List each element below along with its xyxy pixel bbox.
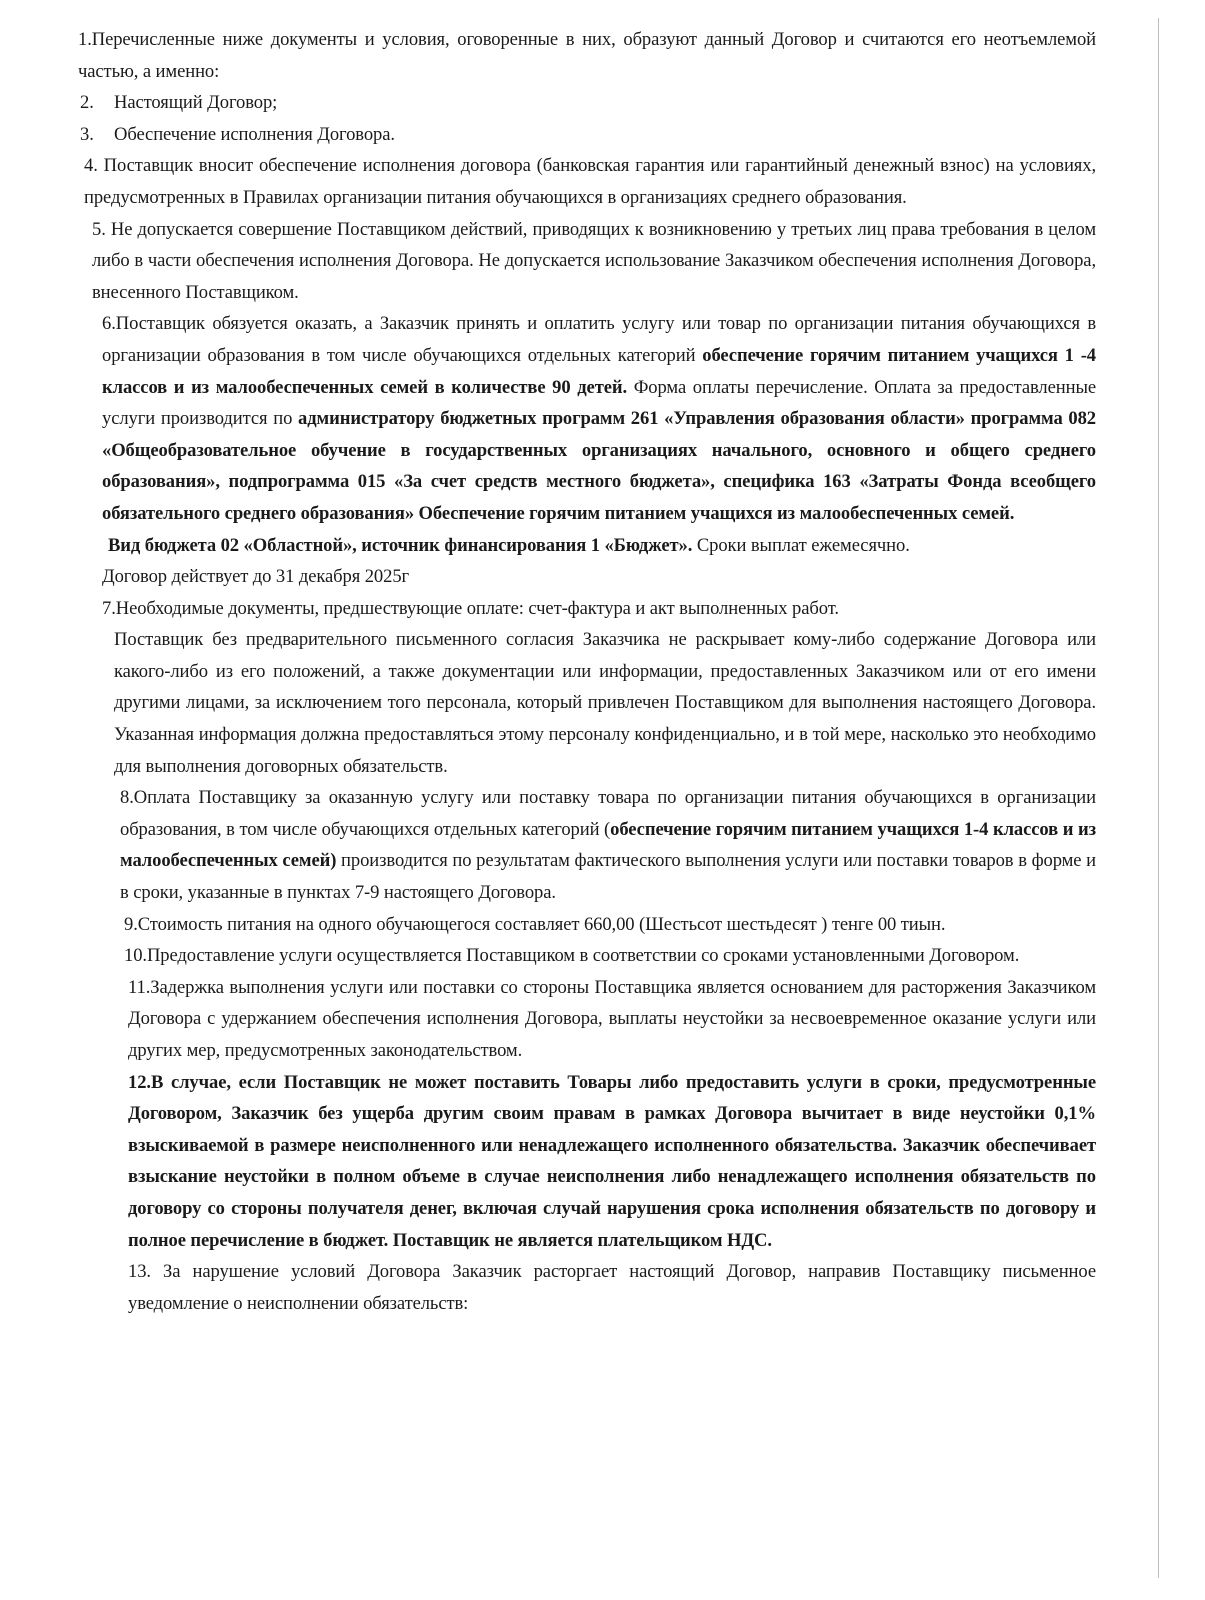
clause-8 (78, 782, 1096, 908)
clause-7: 7.Необходимые документы, предшествующие оплате: счет-фактура и акт выполненных работ. (102, 597, 839, 619)
clause-9: 9.Стоимость питания на одного обучающегося составляет 660,00 (Шестьсот шестьдесят ) тенге 00 тиын. (124, 913, 946, 935)
clause-2-text: Настоящий Договор; (114, 92, 278, 114)
clause-8-bold-subject: обеспечение горячим питанием учащихся 1-4 классов и из малообеспеченных семей) (120, 818, 1096, 872)
clause-3 (78, 119, 1096, 151)
page-edge-line (1158, 18, 1159, 1578)
budget-type: Вид бюджета 02 «Областной», источник финансирования 1 «Бюджет». (108, 534, 693, 556)
confidentiality-clause: Поставщик без предварительного письменного согласия Заказчика не раскрывает кому-либо содержание Договора или какого-либо из его положений, а также документации или информации, предоставленных Заказчиком или от его имени другими лицами, за исключением того персонала, который привлечен Поставщиком для выполнения настоящего Договора. Указанная информация должна предоставляться этому персоналу конфиденциально, и в той мере, насколько это необходимо для выполнения договорных обязательств. (114, 629, 1096, 777)
clause-6-intro: 6.Поставщик обязуется оказать, а Заказчик принять и оплатить услугу или товар по организации питания обучающихся в организации образования в том числе обучающихся отдельных категорий (102, 313, 1096, 366)
contract-document (78, 24, 1096, 1319)
clause-6-bold-subject: обеспечение горячим питанием учащихся 1 -4 классов и из малообеспеченных семей в количестве 90 детей. (102, 344, 1096, 398)
clause-4: 4. Поставщик вносит обеспечение исполнения договора (банковская гарантия или гарантийный денежный взнос) на условиях, предусмотренных в Правилах организации питания обучающихся в организациях среднего образования. (84, 155, 1096, 208)
budget-line (78, 530, 1096, 562)
clause-6 (78, 308, 1096, 529)
clause-13: 13. За нарушение условий Договора Заказчик расторгает настоящий Договор, направив Поставщику письменное уведомление о неисполнении обязательств: (128, 1261, 1096, 1314)
clause-3-text: Обеспечение исполнения Договора. (114, 123, 395, 145)
clause-2-number: 2. (80, 92, 94, 114)
clause-1: 1.Перечисленные ниже документы и условия, оговоренные в них, образуют данный Договор и считаются его неотъемлемой частью, а именно: (78, 29, 1096, 82)
clause-12: 12.В случае, если Поставщик не может поставить Товары либо предоставить услуги в сроки, предусмотренные Договором, Заказчик без ущерба другим своим правам в рамках Договора вычитает в виде неустойки 0,1% взыскиваемой в размере неисполненного или ненадлежащего исполненного обязательства. Заказчик обеспечивает взыскание неустойки в полном объеме в случае неисполнения либо ненадлежащего исполнения обязательств по договору со стороны получателя денег, включая случай нарушения срока исполнения обязательств по договору и полное перечисление в бюджет. Поставщик не является плательщиком НДС. (128, 1071, 1096, 1251)
clause-2 (78, 87, 1096, 119)
clause-11: 11.Задержка выполнения услуги или поставки со стороны Поставщика является основанием для расторжения Заказчиком Договора с удержанием обеспечения исполнения Договора, выплаты неустойки за несвоевременное оказание услуги или других мер, предусмотренных законодательством. (128, 976, 1096, 1061)
contract-term: Договор действует до 31 декабря 2025г (102, 566, 410, 588)
clause-6-payment: Форма оплаты перечисление. Оплата за предоставленные услуги производится по (102, 376, 1096, 430)
clause-6-bold-program: администратору бюджетных программ 261 «Управления образования области» программа 082 «Общеобразовательное обучение в государственных организациях начального, основного и общего среднего образования», подпрограмма 015 «За счет средств местного бюджета», специфика 163 «Затраты Фонда всеобщего обязательного среднего образования» Обеспечение горячим питанием учащихся из малообеспеченных семей. (102, 408, 1096, 524)
clause-8-rest: производится по результатам фактического выполнения услуги или поставки товаров в форме и в сроки, указанные в пунктах 7-9 настоящего Договора. (120, 850, 1097, 904)
clause-8-intro: 8.Оплата Поставщику за оказанную услугу или поставку товара по организации питания обучающихся в организации образования, в том числе обучающихся отдельных категорий ( (120, 787, 1096, 840)
clause-3-number: 3. (80, 123, 94, 145)
clause-5: 5. Не допускается совершение Поставщиком действий, приводящих к возникновению у третьих лиц права требования в целом либо в части обеспечения исполнения Договора. Не допускается использование Заказчиком обеспечения исполнения Договора, внесенного Поставщиком. (92, 218, 1096, 303)
clause-10: 10.Предоставление услуги осуществляется Поставщиком в соответствии со сроками установленными Договором. (124, 945, 1020, 967)
payment-schedule: Сроки выплат ежемесячно. (692, 534, 910, 556)
